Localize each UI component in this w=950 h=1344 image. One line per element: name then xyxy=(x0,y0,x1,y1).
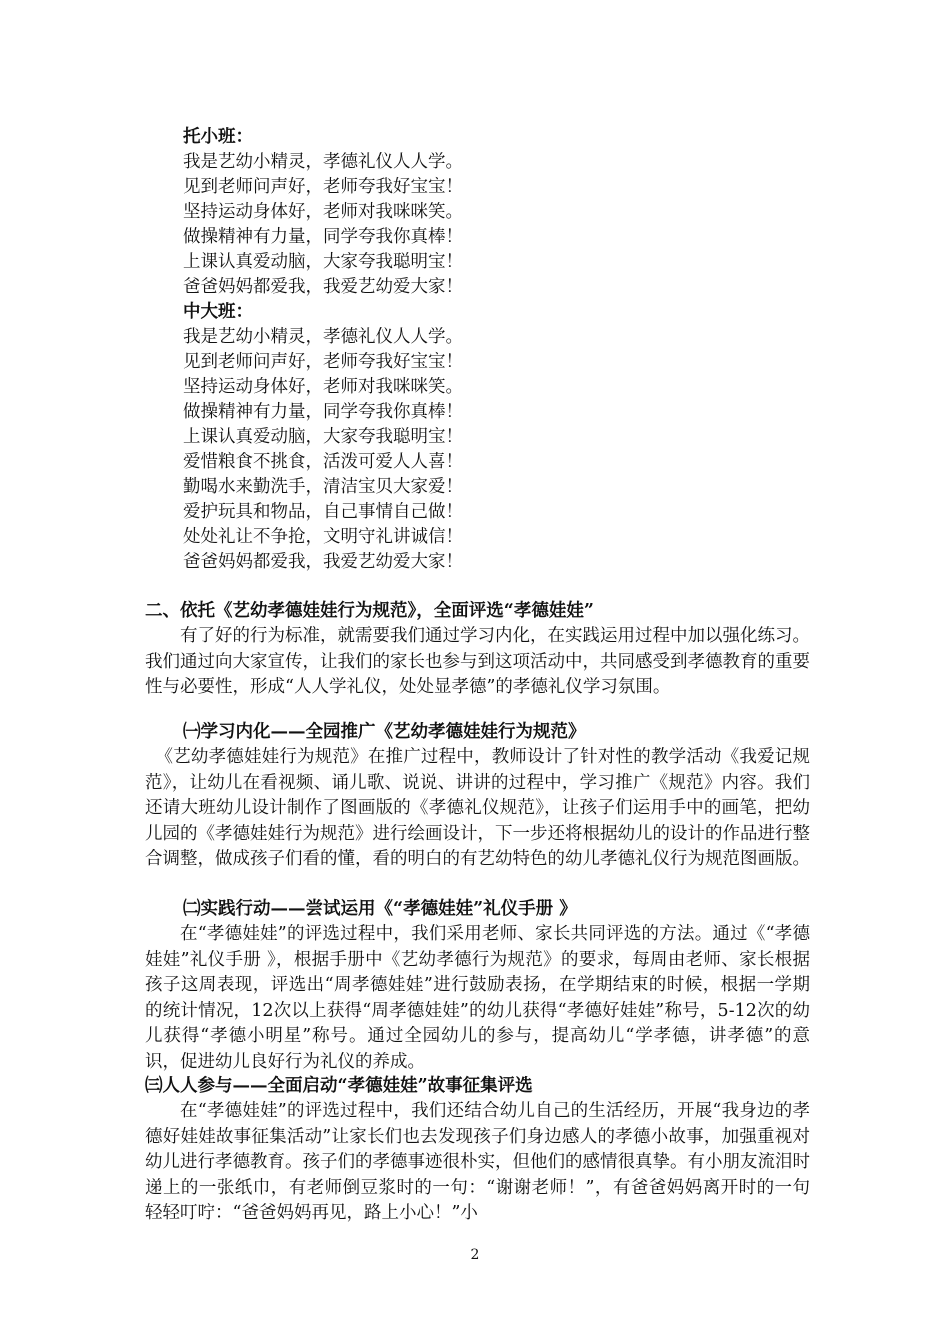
rhyme-line: 见到老师问声好，老师夸我好宝宝！ xyxy=(183,352,463,372)
subsection-1-title: ㈠学习内化——全园推广《艺幼孝德娃娃行为规范》 xyxy=(183,722,586,742)
rhyme-line: 处处礼让不争抢，文明守礼讲诚信！ xyxy=(183,527,463,547)
page-number: 2 xyxy=(470,1247,480,1263)
rhyme-line: 坚持运动身体好，老师对我咪咪笑。 xyxy=(183,377,463,397)
subsection-3-title: ㈢人人参与——全面启动“孝德娃娃”故事征集评选 xyxy=(145,1076,533,1096)
subsection-2-body: 在“孝德娃娃”的评选过程中，我们采用老师、家长共同评选的方法。通过《“孝德娃娃”礼仪手册 》，根据手册中《艺幼孝德行为规范》的要求，每周由老师、家长根据孩子这周表现，评选出“周孝德娃娃”进行鼓励表扬，在学期结束的时候，根据一学期的统计情况，12次以上获得“周孝德娃娃”的幼儿获得“孝德好娃娃”称号，5-12次的幼儿获得“孝德小明星”称号。通过全园幼儿的参与，提高幼儿“学孝德，讲孝德”的意识，促进幼儿良好行为礼仪的养成。 xyxy=(145,924,810,1072)
rhyme-line: 勤喝水来勤洗手，清洁宝贝大家爱！ xyxy=(183,477,463,497)
rhyme-line: 做操精神有力量，同学夸我你真棒！ xyxy=(183,227,463,247)
section-2-title: 二、依托《艺幼孝德娃娃行为规范》，全面评选“孝德娃娃” xyxy=(145,601,594,621)
rhyme-line: 坚持运动身体好，老师对我咪咪笑。 xyxy=(183,202,463,222)
rhyme-line: 爸爸妈妈都爱我，我爱艺幼爱大家！ xyxy=(183,277,463,297)
rhyme-line: 我是艺幼小精灵，孝德礼仪人人学。 xyxy=(183,152,463,172)
subsection-3-body: 在“孝德娃娃”的评选过程中，我们还结合幼儿自己的生活经历，开展“我身边的孝德好娃娃故事征集活动”让家长们也去发现孩子们身边感人的孝德小故事，加强重视对幼儿进行孝德教育。孩子们的孝德事迹很朴实，但他们的感情很真挚。有小朋友流泪时递上的一张纸巾，有老师倒豆浆时的一句：“谢谢老师！”，有爸爸妈妈离开时的一句轻轻叮咛：“爸爸妈妈再见，路上小心！”小 xyxy=(145,1101,810,1223)
rhyme-line: 上课认真爱动脑，大家夸我聪明宝！ xyxy=(183,252,463,272)
rhyme-line: 爸爸妈妈都爱我，我爱艺幼爱大家！ xyxy=(183,552,463,572)
rhyme-line: 做操精神有力量，同学夸我你真棒！ xyxy=(183,402,463,422)
zhongda-class-heading: 中大班： xyxy=(183,302,253,322)
subsection-2-title: ㈡实践行动——尝试运用《“孝德娃娃”礼仪手册 》 xyxy=(183,899,577,919)
tuo-class-heading: 托小班： xyxy=(183,127,253,147)
section-2-intro: 有了好的行为标准，就需要我们通过学习内化，在实践运用过程中加以强化练习。我们通过向大家宣传，让我们的家长也参与到这项活动中，共同感受到孝德教育的重要性与必要性，形成“人人学礼仪，处处显孝德”的孝德礼仪学习氛围。 xyxy=(145,626,810,697)
rhyme-line: 我是艺幼小精灵，孝德礼仪人人学。 xyxy=(183,327,463,347)
rhyme-line: 见到老师问声好，老师夸我好宝宝！ xyxy=(183,177,463,197)
subsection-1-body: 《艺幼孝德娃娃行为规范》在推广过程中，教师设计了针对性的教学活动《我爱记规范》，让幼儿在看视频、诵儿歌、说说、讲讲的过程中，学习推广《规范》内容。我们还请大班幼儿设计制作了图画版的《孝德礼仪规范》，让孩子们运用手中的画笔，把幼儿园的《孝德娃娃行为规范》进行绘画设计，下一步还将根据幼儿的设计的作品进行整合调整，做成孩子们看的懂，看的明白的有艺幼特色的幼儿孝德礼仪行为规范图画版。 xyxy=(145,747,810,869)
rhyme-line: 上课认真爱动脑，大家夸我聪明宝！ xyxy=(183,427,463,447)
rhyme-line: 爱护玩具和物品，自己事情自己做！ xyxy=(183,502,463,522)
rhyme-line: 爱惜粮食不挑食，活泼可爱人人喜！ xyxy=(183,452,463,472)
